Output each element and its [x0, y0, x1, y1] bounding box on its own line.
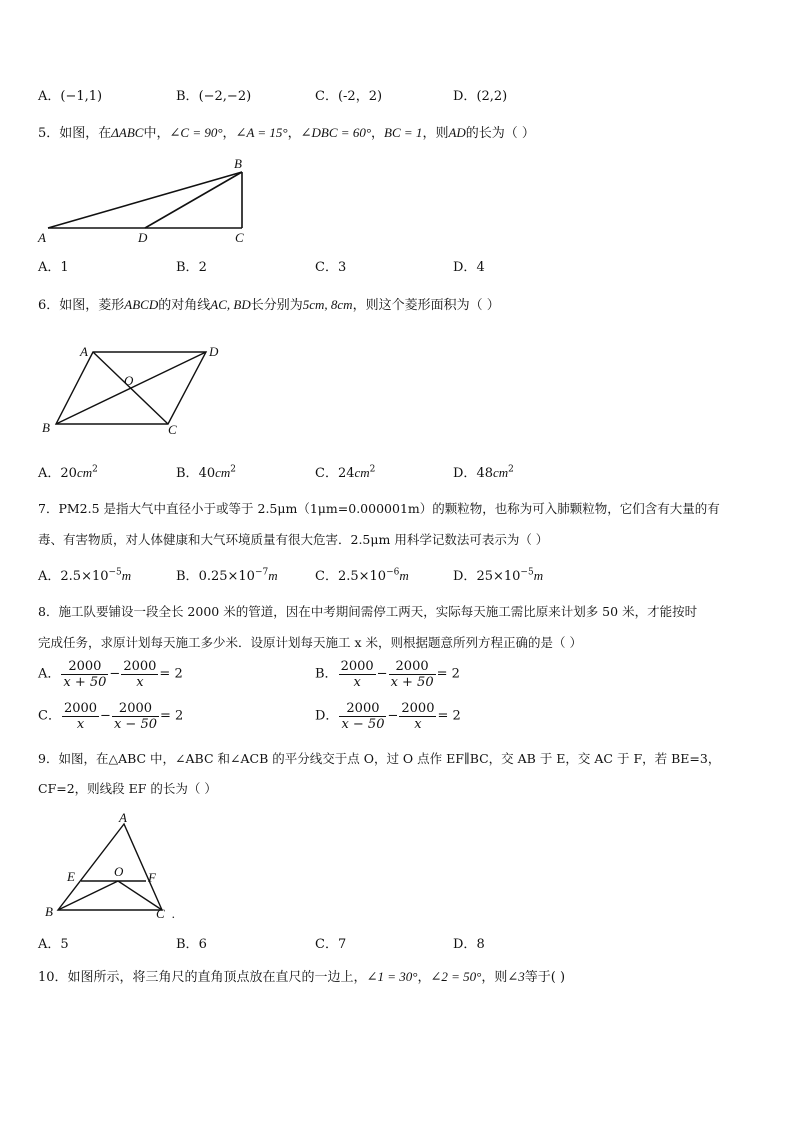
q7-option-d[interactable]: D．$25\times 10^{-5}m$	[453, 567, 544, 584]
q9-triangle-figure	[38, 806, 188, 922]
q5-triangle-figure	[36, 152, 256, 248]
q6-label-b: B	[42, 420, 50, 435]
q7-option-c[interactable]: C．$2.5\times 10^{-6}m$	[315, 567, 409, 584]
q7-option-a[interactable]: A．$2.5\times 10^{-5}m$	[38, 567, 132, 584]
q6-option-c[interactable]: C．$24cm^2$	[315, 464, 376, 481]
q8-question-line2: 完成任务，求原计划每天施工多少米．设原计划每天施工 x 米，则根据题意所列方程正确的是（ ）	[38, 635, 582, 650]
q8-question-line1: 8．施工队要铺设一段全长 2000 米的管道，因在中考期间需停工两天，实际每天施工需比原来计划多 50 米，才能按时	[38, 604, 698, 619]
q6-label-a: A	[80, 344, 88, 359]
q8-option-d[interactable]: D． $\frac{2000}{x - 50}$ − $\frac{2000}{x}$ = 2	[315, 701, 461, 732]
q5-question: 5．如图，在ΔABC中，∠C = 90°，∠A = 15°，∠DBC = 60°，BC = 1，则AD的长为（ ）	[38, 125, 535, 141]
q9-option-a[interactable]: A．5	[38, 937, 69, 952]
q5-option-c[interactable]: C．3	[315, 260, 347, 275]
q5-label-d: D	[138, 230, 148, 245]
q5-label-a: A	[38, 230, 46, 245]
q9-question-line1: 9．如图，在△ABC 中，∠ABC 和∠ACB 的平分线交于点 O，过 O 点作 EF∥BC，交 AB 于 E，交 AC 于 F，若 BE=3，	[38, 751, 721, 766]
q6-label-d: D	[209, 344, 219, 359]
q9-label-a: A	[119, 810, 127, 825]
q8-option-c[interactable]: C． $\frac{2000}{x}$ − $\frac{2000}{x - 50}$ = 2	[38, 701, 184, 732]
q5-label-c: C	[235, 230, 244, 245]
q9-label-b: B	[45, 904, 53, 919]
q9-label-f: F	[148, 870, 156, 885]
q9-label-c: C	[156, 906, 165, 921]
q4-option-a[interactable]: A．(−1,1)	[38, 89, 103, 104]
q6-option-b[interactable]: B．$40cm^2$	[176, 464, 237, 481]
q4-option-c[interactable]: C．(-2，2)	[315, 89, 383, 104]
q5-option-d[interactable]: D．4	[453, 260, 485, 275]
q5-label-b: B	[234, 156, 242, 171]
q9-option-c[interactable]: C．7	[315, 937, 347, 952]
q6-option-a[interactable]: A．$20cm^2$	[38, 464, 98, 481]
q7-question-line1: 7．PM2.5 是指大气中直径小于或等于 2.5μm（1μm=0.000001m）的颗粒物，也称为可入肺颗粒物，它们含有大量的有	[38, 501, 720, 516]
q4-option-b[interactable]: B．(−2,−2)	[176, 89, 252, 104]
q6-rhombus-figure	[38, 340, 228, 440]
q6-label-o: O	[124, 373, 134, 388]
q9-label-dot: .	[172, 906, 176, 921]
q9-label-e: E	[67, 869, 75, 884]
q7-option-b[interactable]: B．$0.25\times 10^{-7}m$	[176, 567, 278, 584]
q8-option-b[interactable]: B． $\frac{2000}{x}$ − $\frac{2000}{x + 50}$ = 2	[315, 659, 460, 690]
q9-question-line2: CF=2，则线段 EF 的长为（ ）	[38, 781, 217, 796]
q5-option-a[interactable]: A．1	[38, 260, 69, 275]
q9-option-d[interactable]: D．8	[453, 937, 485, 952]
q6-label-c: C	[168, 422, 177, 437]
q10-question: 10．如图所示，将三角尺的直角顶点放在直尺的一边上，∠1 = 30°，∠2 = 50°，则∠3等于( )	[38, 969, 566, 985]
q9-option-b[interactable]: B．6	[176, 937, 207, 952]
q8-option-a[interactable]: A． $\frac{2000}{x + 50}$ − $\frac{2000}{x}$ = 2	[38, 659, 183, 690]
q4-option-d[interactable]: D．(2,2)	[453, 89, 508, 104]
q9-label-o: O	[114, 864, 124, 879]
q6-option-d[interactable]: D．$48cm^2$	[453, 464, 514, 481]
q5-option-b[interactable]: B．2	[176, 260, 207, 275]
q6-question: 6．如图，菱形ABCD的对角线AC, BD长分别为5cm, 8cm，则这个菱形面积为（ ）	[38, 297, 500, 313]
q7-question-line2: 毒、有害物质，对人体健康和大气环境质量有很大危害．2.5μm 用科学记数法可表示为（ ）	[38, 532, 549, 547]
